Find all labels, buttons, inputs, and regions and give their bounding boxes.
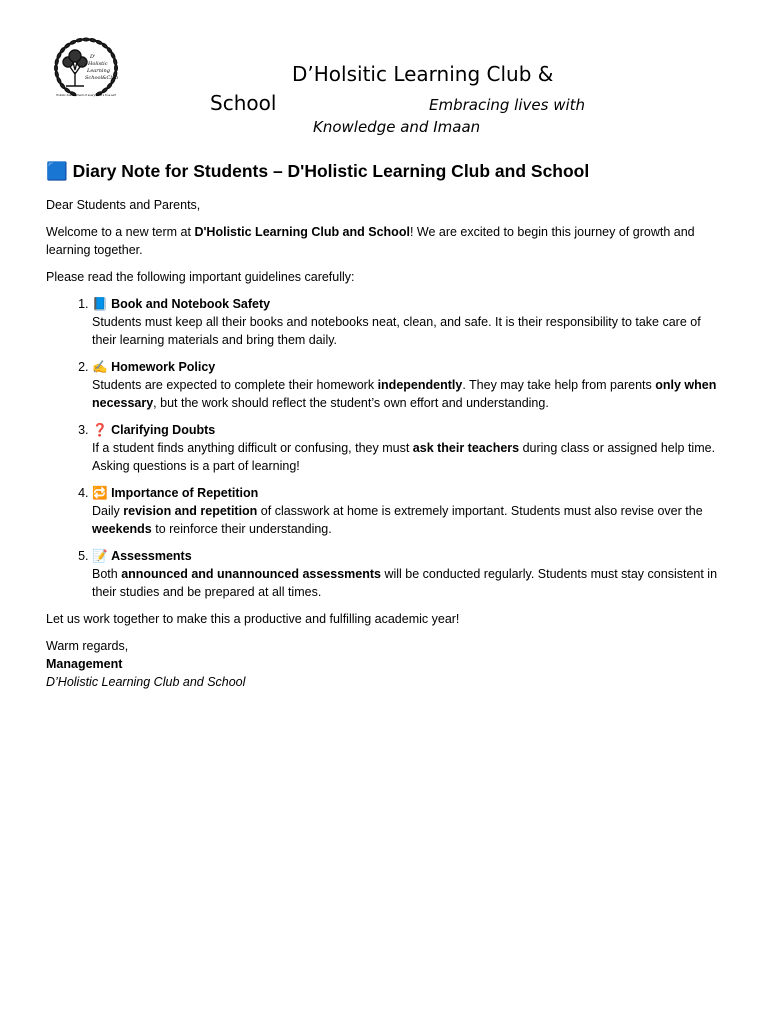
logo-line-1: D' bbox=[90, 54, 96, 60]
guideline-icon: ❓ bbox=[92, 423, 108, 437]
guideline-emphasis: announced and unannounced assessments bbox=[121, 567, 381, 581]
guideline-text bbox=[92, 376, 726, 412]
guideline-emphasis: ask their teachers bbox=[412, 441, 520, 455]
guideline-emphasis: revision and repetition bbox=[123, 504, 258, 518]
guideline-emphasis: only when necessary bbox=[92, 378, 717, 410]
guideline-text bbox=[92, 565, 726, 601]
welcome-pre: Welcome to a new term at bbox=[46, 225, 195, 239]
guideline-text-part: to reinforce their understanding. bbox=[151, 522, 332, 536]
guideline-item bbox=[92, 358, 726, 412]
guideline-text-part: If a student finds anything difficult or confusing, they must bbox=[92, 441, 413, 455]
welcome-post: ! We are excited to begin this journey of growth and learning together. bbox=[46, 225, 695, 257]
guideline-icon: 📝 bbox=[92, 549, 108, 563]
guideline-item bbox=[92, 547, 726, 601]
logo-motto: Holistic development of every child's true self bbox=[56, 94, 116, 97]
logo-line-3: Learning bbox=[87, 68, 110, 74]
guideline-text-part: . They may take help from parents bbox=[462, 378, 656, 392]
guideline-text-part: during class or assigned help time. Asking questions is a part of learning! bbox=[92, 441, 716, 473]
guideline-text bbox=[92, 313, 726, 349]
guideline-text-part: , but the work should reflect the student’s own effort and understanding. bbox=[153, 396, 549, 410]
guideline-text bbox=[92, 439, 726, 475]
guideline-text-part: will be conducted regularly. Students must stay consistent in their studies and be prepared at all times. bbox=[92, 567, 718, 599]
school-name-line-1: D’Holsitic Learning Club & bbox=[292, 62, 554, 86]
guideline-heading bbox=[92, 547, 726, 565]
guideline-text-part: of classwork at home is extremely important. Students must also revise over the bbox=[257, 504, 703, 518]
welcome-paragraph bbox=[46, 223, 726, 259]
tree-icon bbox=[63, 50, 87, 86]
tagline-line-1: Embracing lives with bbox=[429, 96, 586, 114]
guideline-text-part: Students must keep all their books and notebooks neat, clean, and safe. It is their responsibility to take care of their learning materials and bring them daily. bbox=[92, 315, 701, 347]
guideline-title: Homework Policy bbox=[111, 360, 216, 374]
diary-note-body bbox=[46, 158, 726, 691]
greeting: Dear Students and Parents, bbox=[46, 198, 201, 212]
intro-paragraph: Please read the following important guidelines carefully: bbox=[46, 270, 355, 284]
guideline-title: Clarifying Doubts bbox=[111, 423, 216, 437]
guideline-title: Importance of Repetition bbox=[111, 486, 259, 500]
school-name-line-2: School bbox=[210, 91, 277, 115]
signoff-org: D’Holistic Learning Club and School bbox=[46, 675, 246, 689]
guideline-title: Book and Notebook Safety bbox=[111, 297, 271, 311]
guideline-heading bbox=[92, 421, 726, 439]
guideline-text-part: Daily bbox=[92, 504, 124, 518]
guideline-icon: 🔁 bbox=[92, 486, 108, 500]
guideline-heading bbox=[92, 358, 726, 376]
logo-line-4: School&Club bbox=[85, 75, 119, 81]
signoff-name: Management bbox=[46, 657, 123, 671]
logo-line-2: Holistic bbox=[88, 61, 108, 67]
guideline-text bbox=[92, 502, 726, 538]
guideline-text-part: Students are expected to complete their homework bbox=[92, 378, 378, 392]
guideline-heading bbox=[92, 484, 726, 502]
guideline-icon: ✍️ bbox=[92, 360, 108, 374]
document-title: 🟦 Diary Note for Students – D'Holistic Learning Club and School bbox=[46, 161, 590, 181]
tagline-line-2: Knowledge and Imaan bbox=[313, 118, 481, 136]
guideline-item bbox=[92, 295, 726, 349]
guideline-item bbox=[92, 421, 726, 475]
closing-paragraph: Let us work together to make this a productive and fulfilling academic year! bbox=[46, 612, 460, 626]
guideline-heading bbox=[92, 295, 726, 313]
guidelines-list bbox=[46, 295, 726, 601]
guideline-item bbox=[92, 484, 726, 538]
guideline-emphasis: weekends bbox=[92, 522, 152, 536]
guideline-text-part: Both bbox=[92, 567, 122, 581]
guideline-icon: 📘 bbox=[92, 297, 108, 311]
guideline-title: Assessments bbox=[111, 549, 192, 563]
welcome-school-name: D'Holistic Learning Club and School bbox=[194, 225, 410, 239]
school-logo bbox=[44, 34, 128, 104]
guideline-emphasis: independently bbox=[377, 378, 463, 392]
signature-block bbox=[46, 637, 726, 691]
signoff-regards: Warm regards, bbox=[46, 639, 129, 653]
